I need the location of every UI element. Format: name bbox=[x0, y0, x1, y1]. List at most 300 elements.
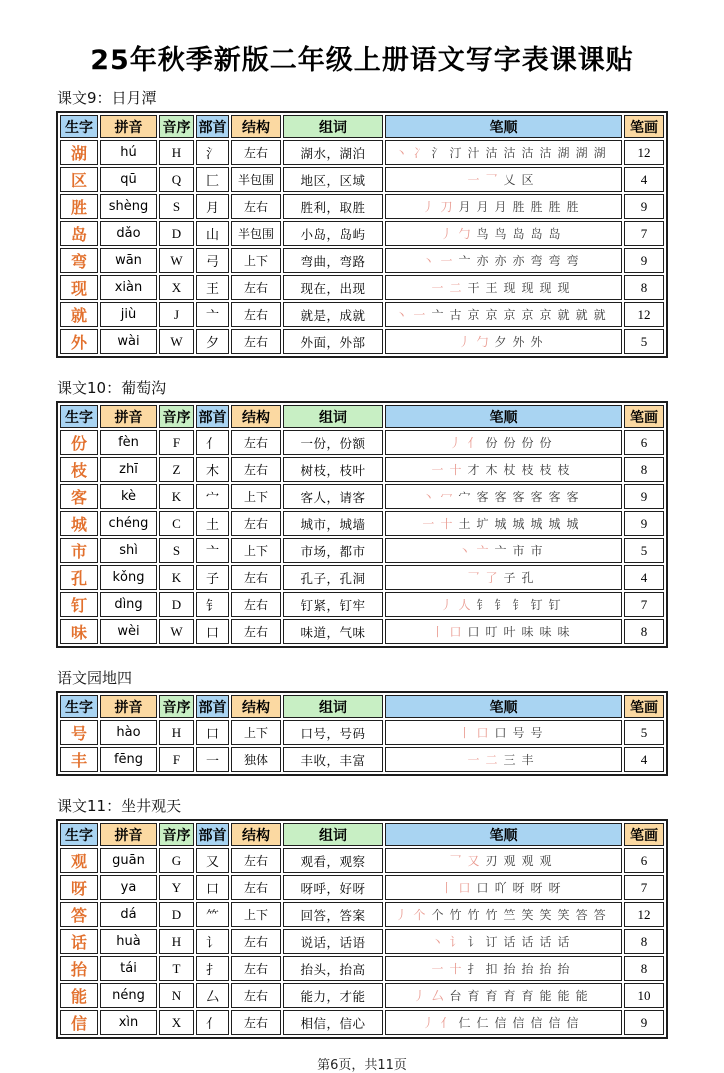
table-row bbox=[60, 221, 664, 246]
initial-cell: F bbox=[159, 430, 194, 455]
stroke-step: 丿 bbox=[422, 200, 435, 214]
vocab-table bbox=[56, 111, 668, 358]
stroke-order-cell bbox=[385, 430, 622, 455]
stroke-step: 一 bbox=[431, 281, 444, 295]
column-header-7: 笔顺 bbox=[385, 405, 622, 428]
column-header-4: 部首 bbox=[196, 115, 229, 138]
stroke-step: 人 bbox=[458, 598, 471, 612]
char-cell: 抬 bbox=[60, 956, 98, 981]
stroke-step: 乛 bbox=[449, 854, 462, 868]
char-cell: 就 bbox=[60, 302, 98, 327]
radical-cell: 夕 bbox=[196, 329, 229, 354]
words-cell: 能力，才能 bbox=[283, 983, 383, 1008]
table-row bbox=[60, 565, 664, 590]
pinyin-cell: wèi bbox=[100, 619, 157, 644]
stroke-step: 味 bbox=[521, 625, 534, 639]
char-cell: 弯 bbox=[60, 248, 98, 273]
stroke-count-cell: 5 bbox=[624, 329, 664, 354]
stroke-step: 又 bbox=[467, 854, 480, 868]
stroke-step: 丶 bbox=[395, 308, 408, 322]
vocab-table bbox=[56, 819, 668, 1039]
stroke-step: 客 bbox=[494, 490, 507, 504]
char-cell: 号 bbox=[60, 720, 98, 745]
initial-cell: D bbox=[159, 902, 194, 927]
stroke-order-cell bbox=[385, 1010, 622, 1035]
initial-cell: F bbox=[159, 747, 194, 772]
section-title: 课文11：坐井观天 bbox=[57, 797, 182, 815]
column-header-1: 生字 bbox=[60, 695, 98, 718]
stroke-step: 话 bbox=[557, 935, 570, 949]
words-cell: 地区，区域 bbox=[283, 167, 383, 192]
stroke-count-cell: 6 bbox=[624, 848, 664, 873]
stroke-step: 鸟 bbox=[494, 227, 507, 241]
stroke-step: 信 bbox=[566, 1016, 579, 1030]
stroke-order-cell bbox=[385, 457, 622, 482]
page-title: 25年秋季新版二年级上册语文写字表课课贴 bbox=[90, 45, 634, 76]
stroke-step: 现 bbox=[521, 281, 534, 295]
table-row bbox=[60, 720, 664, 745]
table-row bbox=[60, 875, 664, 900]
stroke-step: 观 bbox=[521, 854, 534, 868]
words-cell: 就是，成就 bbox=[283, 302, 383, 327]
char-cell: 湖 bbox=[60, 140, 98, 165]
column-header-5: 结构 bbox=[231, 405, 281, 428]
stroke-order-cell bbox=[385, 484, 622, 509]
char-cell: 丰 bbox=[60, 747, 98, 772]
pinyin-cell: ya bbox=[100, 875, 157, 900]
stroke-order-cell bbox=[385, 194, 622, 219]
stroke-step: 讠 bbox=[449, 935, 462, 949]
column-header-6: 组词 bbox=[283, 823, 383, 846]
header-row bbox=[60, 115, 664, 138]
stroke-step: 亠 bbox=[476, 544, 489, 558]
column-header-8: 笔画 bbox=[624, 405, 664, 428]
radical-cell: 口 bbox=[196, 875, 229, 900]
stroke-count-cell: 9 bbox=[624, 194, 664, 219]
table-row bbox=[60, 140, 664, 165]
stroke-step: 信 bbox=[494, 1016, 507, 1030]
stroke-step: 叮 bbox=[485, 625, 498, 639]
stroke-step: 个 bbox=[413, 908, 426, 922]
stroke-step: 丨 bbox=[458, 726, 471, 740]
stroke-step: 扣 bbox=[485, 962, 498, 976]
stroke-step: 丶 bbox=[422, 490, 435, 504]
initial-cell: Y bbox=[159, 875, 194, 900]
initial-cell: S bbox=[159, 194, 194, 219]
pinyin-cell: guān bbox=[100, 848, 157, 873]
stroke-step: 十 bbox=[449, 463, 462, 477]
header-row bbox=[60, 405, 664, 428]
stroke-step: 胜 bbox=[566, 200, 579, 214]
stroke-count-cell: 9 bbox=[624, 484, 664, 509]
radical-cell: 土 bbox=[196, 511, 229, 536]
stroke-order-cell bbox=[385, 248, 622, 273]
stroke-step: 市 bbox=[512, 544, 525, 558]
radical-cell: 口 bbox=[196, 720, 229, 745]
radical-cell: 山 bbox=[196, 221, 229, 246]
pinyin-cell: shèng bbox=[100, 194, 157, 219]
stroke-step: 乛 bbox=[485, 173, 498, 187]
structure-cell: 上下 bbox=[231, 248, 281, 273]
stroke-step: 一 bbox=[467, 173, 480, 187]
stroke-step: 就 bbox=[575, 308, 588, 322]
words-cell: 说话，话语 bbox=[283, 929, 383, 954]
char-cell: 份 bbox=[60, 430, 98, 455]
char-cell: 市 bbox=[60, 538, 98, 563]
stroke-step: 乂 bbox=[503, 173, 516, 187]
stroke-step: 份 bbox=[521, 436, 534, 450]
stroke-step: 丶 bbox=[422, 254, 435, 268]
initial-cell: W bbox=[159, 619, 194, 644]
initial-cell: D bbox=[159, 221, 194, 246]
pinyin-cell: xìn bbox=[100, 1010, 157, 1035]
stroke-step: 一 bbox=[467, 753, 480, 767]
structure-cell: 半包围 bbox=[231, 221, 281, 246]
stroke-step: 二 bbox=[449, 281, 462, 295]
stroke-step: 丶 bbox=[458, 544, 471, 558]
table-row bbox=[60, 484, 664, 509]
initial-cell: T bbox=[159, 956, 194, 981]
column-header-2: 拼音 bbox=[100, 695, 157, 718]
table-row bbox=[60, 329, 664, 354]
stroke-step: 弯 bbox=[548, 254, 561, 268]
structure-cell: 左右 bbox=[231, 511, 281, 536]
pinyin-cell: fēng bbox=[100, 747, 157, 772]
stroke-step: 能 bbox=[539, 989, 552, 1003]
structure-cell: 左右 bbox=[231, 875, 281, 900]
stroke-step: 笑 bbox=[539, 908, 552, 922]
table-row bbox=[60, 538, 664, 563]
stroke-step: 汁 bbox=[467, 146, 480, 160]
structure-cell: 左右 bbox=[231, 848, 281, 873]
initial-cell: C bbox=[159, 511, 194, 536]
stroke-step: 信 bbox=[548, 1016, 561, 1030]
stroke-step: 竹 bbox=[467, 908, 480, 922]
stroke-step: 抬 bbox=[539, 962, 552, 976]
radical-cell: 月 bbox=[196, 194, 229, 219]
initial-cell: D bbox=[159, 592, 194, 617]
initial-cell: X bbox=[159, 275, 194, 300]
pinyin-cell: chéng bbox=[100, 511, 157, 536]
stroke-step: 城 bbox=[512, 517, 525, 531]
radical-cell: ⺮ bbox=[196, 902, 229, 927]
stroke-count-cell: 8 bbox=[624, 619, 664, 644]
stroke-step: 木 bbox=[485, 463, 498, 477]
char-cell: 话 bbox=[60, 929, 98, 954]
stroke-step: 订 bbox=[485, 935, 498, 949]
stroke-step: 味 bbox=[539, 625, 552, 639]
table-row bbox=[60, 302, 664, 327]
pinyin-cell: kè bbox=[100, 484, 157, 509]
stroke-step: 枝 bbox=[557, 463, 570, 477]
stroke-step: 丿 bbox=[440, 227, 453, 241]
structure-cell: 独体 bbox=[231, 747, 281, 772]
initial-cell: H bbox=[159, 929, 194, 954]
stroke-count-cell: 10 bbox=[624, 983, 664, 1008]
stroke-step: 勹 bbox=[458, 227, 471, 241]
stroke-step: 京 bbox=[503, 308, 516, 322]
pinyin-cell: qū bbox=[100, 167, 157, 192]
stroke-order-cell bbox=[385, 221, 622, 246]
words-cell: 孔子，孔洞 bbox=[283, 565, 383, 590]
stroke-step: 市 bbox=[530, 544, 543, 558]
words-cell: 客人，请客 bbox=[283, 484, 383, 509]
column-header-2: 拼音 bbox=[100, 405, 157, 428]
header-row bbox=[60, 823, 664, 846]
stroke-order-cell bbox=[385, 983, 622, 1008]
pinyin-cell: wān bbox=[100, 248, 157, 273]
stroke-count-cell: 12 bbox=[624, 140, 664, 165]
stroke-step: 才 bbox=[467, 463, 480, 477]
stroke-step: 城 bbox=[548, 517, 561, 531]
stroke-step: 现 bbox=[503, 281, 516, 295]
stroke-step: 沽 bbox=[485, 146, 498, 160]
structure-cell: 左右 bbox=[231, 983, 281, 1008]
stroke-step: 月 bbox=[476, 200, 489, 214]
radical-cell: 亻 bbox=[196, 1010, 229, 1035]
stroke-step: 丰 bbox=[521, 753, 534, 767]
table-row bbox=[60, 983, 664, 1008]
pinyin-cell: néng bbox=[100, 983, 157, 1008]
stroke-step: 叶 bbox=[503, 625, 516, 639]
words-cell: 回答，答案 bbox=[283, 902, 383, 927]
stroke-step: 亦 bbox=[476, 254, 489, 268]
column-header-1: 生字 bbox=[60, 823, 98, 846]
column-header-5: 结构 bbox=[231, 823, 281, 846]
stroke-step: 汀 bbox=[449, 146, 462, 160]
stroke-order-cell bbox=[385, 275, 622, 300]
stroke-step: 客 bbox=[566, 490, 579, 504]
words-cell: 钉紧，钉牢 bbox=[283, 592, 383, 617]
stroke-step: 刃 bbox=[485, 854, 498, 868]
header-row bbox=[60, 695, 664, 718]
initial-cell: J bbox=[159, 302, 194, 327]
stroke-step: 呀 bbox=[512, 881, 525, 895]
char-cell: 现 bbox=[60, 275, 98, 300]
words-cell: 胜利，取胜 bbox=[283, 194, 383, 219]
words-cell: 外面，外部 bbox=[283, 329, 383, 354]
structure-cell: 左右 bbox=[231, 1010, 281, 1035]
table-row bbox=[60, 248, 664, 273]
structure-cell: 半包围 bbox=[231, 167, 281, 192]
stroke-order-cell bbox=[385, 720, 622, 745]
char-cell: 岛 bbox=[60, 221, 98, 246]
stroke-step: 岛 bbox=[512, 227, 525, 241]
stroke-step: 仁 bbox=[476, 1016, 489, 1030]
stroke-step: 笑 bbox=[521, 908, 534, 922]
column-header-7: 笔顺 bbox=[385, 823, 622, 846]
stroke-step: 份 bbox=[485, 436, 498, 450]
radical-cell: 又 bbox=[196, 848, 229, 873]
stroke-step: 一 bbox=[440, 254, 453, 268]
char-cell: 答 bbox=[60, 902, 98, 927]
stroke-step: 亠 bbox=[458, 254, 471, 268]
structure-cell: 左右 bbox=[231, 430, 281, 455]
stroke-step: 二 bbox=[485, 753, 498, 767]
pinyin-cell: xiàn bbox=[100, 275, 157, 300]
radical-cell: 木 bbox=[196, 457, 229, 482]
radical-cell: 扌 bbox=[196, 956, 229, 981]
table-row bbox=[60, 457, 664, 482]
stroke-step: 亻 bbox=[467, 436, 480, 450]
structure-cell: 上下 bbox=[231, 902, 281, 927]
column-header-7: 笔顺 bbox=[385, 115, 622, 138]
structure-cell: 左右 bbox=[231, 929, 281, 954]
column-header-2: 拼音 bbox=[100, 115, 157, 138]
stroke-step: 钅 bbox=[512, 598, 525, 612]
initial-cell: Z bbox=[159, 457, 194, 482]
stroke-step: 抬 bbox=[557, 962, 570, 976]
stroke-step: 讠 bbox=[467, 935, 480, 949]
stroke-step: 丿 bbox=[449, 436, 462, 450]
stroke-step: 冖 bbox=[440, 490, 453, 504]
words-cell: 丰收，丰富 bbox=[283, 747, 383, 772]
column-header-5: 结构 bbox=[231, 115, 281, 138]
stroke-step: 一 bbox=[422, 517, 435, 531]
char-cell: 味 bbox=[60, 619, 98, 644]
stroke-step: 勹 bbox=[476, 335, 489, 349]
column-header-5: 结构 bbox=[231, 695, 281, 718]
words-cell: 口号，号码 bbox=[283, 720, 383, 745]
stroke-step: 湖 bbox=[575, 146, 588, 160]
char-cell: 孔 bbox=[60, 565, 98, 590]
vocab-table bbox=[56, 691, 668, 776]
stroke-step: 钅 bbox=[494, 598, 507, 612]
stroke-step: 一 bbox=[413, 308, 426, 322]
table-row bbox=[60, 275, 664, 300]
initial-cell: H bbox=[159, 140, 194, 165]
stroke-step: 号 bbox=[512, 726, 525, 740]
words-cell: 抬头，抬高 bbox=[283, 956, 383, 981]
stroke-step: 抬 bbox=[503, 962, 516, 976]
stroke-step: 份 bbox=[503, 436, 516, 450]
stroke-order-cell bbox=[385, 592, 622, 617]
stroke-step: 亦 bbox=[512, 254, 525, 268]
table-row bbox=[60, 848, 664, 873]
stroke-step: 笑 bbox=[557, 908, 570, 922]
structure-cell: 左右 bbox=[231, 565, 281, 590]
stroke-step: 钉 bbox=[548, 598, 561, 612]
stroke-step: 月 bbox=[494, 200, 507, 214]
stroke-step: 厶 bbox=[431, 989, 444, 1003]
stroke-step: 味 bbox=[557, 625, 570, 639]
stroke-order-cell bbox=[385, 329, 622, 354]
stroke-step: 亠 bbox=[494, 544, 507, 558]
stroke-step: 丿 bbox=[395, 908, 408, 922]
initial-cell: Q bbox=[159, 167, 194, 192]
stroke-step: 钅 bbox=[476, 598, 489, 612]
words-cell: 一份，份额 bbox=[283, 430, 383, 455]
column-header-1: 生字 bbox=[60, 115, 98, 138]
words-cell: 相信，信心 bbox=[283, 1010, 383, 1035]
radical-cell: 王 bbox=[196, 275, 229, 300]
stroke-step: 呀 bbox=[548, 881, 561, 895]
stroke-count-cell: 7 bbox=[624, 221, 664, 246]
stroke-order-cell bbox=[385, 929, 622, 954]
structure-cell: 左右 bbox=[231, 956, 281, 981]
words-cell: 湖水，湖泊 bbox=[283, 140, 383, 165]
stroke-count-cell: 8 bbox=[624, 275, 664, 300]
initial-cell: K bbox=[159, 565, 194, 590]
column-header-2: 拼音 bbox=[100, 823, 157, 846]
stroke-step: 胜 bbox=[530, 200, 543, 214]
stroke-step: 丨 bbox=[440, 881, 453, 895]
stroke-step: 客 bbox=[548, 490, 561, 504]
stroke-step: 口 bbox=[476, 881, 489, 895]
stroke-step: 扌 bbox=[467, 962, 480, 976]
words-cell: 市场，都市 bbox=[283, 538, 383, 563]
char-cell: 呀 bbox=[60, 875, 98, 900]
stroke-order-cell bbox=[385, 875, 622, 900]
stroke-order-cell bbox=[385, 167, 622, 192]
radical-cell: 匚 bbox=[196, 167, 229, 192]
words-cell: 呀呼，好呀 bbox=[283, 875, 383, 900]
stroke-step: 话 bbox=[503, 935, 516, 949]
stroke-step: 氵 bbox=[431, 146, 444, 160]
stroke-order-cell bbox=[385, 747, 622, 772]
pinyin-cell: wài bbox=[100, 329, 157, 354]
stroke-step: 丿 bbox=[422, 1016, 435, 1030]
char-cell: 能 bbox=[60, 983, 98, 1008]
stroke-step: 丶 bbox=[431, 935, 444, 949]
table-row bbox=[60, 194, 664, 219]
stroke-step: 十 bbox=[449, 962, 462, 976]
stroke-step: 抬 bbox=[521, 962, 534, 976]
radical-cell: 亠 bbox=[196, 302, 229, 327]
stroke-count-cell: 6 bbox=[624, 430, 664, 455]
stroke-count-cell: 9 bbox=[624, 1010, 664, 1035]
pinyin-cell: shì bbox=[100, 538, 157, 563]
pinyin-cell: hào bbox=[100, 720, 157, 745]
stroke-step: 城 bbox=[530, 517, 543, 531]
stroke-step: 湖 bbox=[593, 146, 606, 160]
stroke-step: 干 bbox=[467, 281, 480, 295]
structure-cell: 左右 bbox=[231, 592, 281, 617]
stroke-count-cell: 4 bbox=[624, 167, 664, 192]
structure-cell: 左右 bbox=[231, 140, 281, 165]
pinyin-cell: hú bbox=[100, 140, 157, 165]
stroke-count-cell: 8 bbox=[624, 956, 664, 981]
stroke-step: 夕 bbox=[494, 335, 507, 349]
stroke-step: 湖 bbox=[557, 146, 570, 160]
stroke-step: 杖 bbox=[503, 463, 516, 477]
structure-cell: 左右 bbox=[231, 302, 281, 327]
stroke-step: 答 bbox=[593, 908, 606, 922]
stroke-step: 现 bbox=[539, 281, 552, 295]
stroke-step: 口 bbox=[458, 881, 471, 895]
stroke-step: 亻 bbox=[440, 1016, 453, 1030]
column-header-6: 组词 bbox=[283, 115, 383, 138]
stroke-step: 观 bbox=[503, 854, 516, 868]
words-cell: 观看，观察 bbox=[283, 848, 383, 873]
table-row bbox=[60, 1010, 664, 1035]
stroke-step: 城 bbox=[494, 517, 507, 531]
char-cell: 胜 bbox=[60, 194, 98, 219]
pinyin-cell: fèn bbox=[100, 430, 157, 455]
stroke-step: 话 bbox=[539, 935, 552, 949]
stroke-step: 弯 bbox=[566, 254, 579, 268]
structure-cell: 左右 bbox=[231, 619, 281, 644]
stroke-step: 信 bbox=[512, 1016, 525, 1030]
char-cell: 观 bbox=[60, 848, 98, 873]
stroke-order-cell bbox=[385, 848, 622, 873]
column-header-8: 笔画 bbox=[624, 823, 664, 846]
column-header-1: 生字 bbox=[60, 405, 98, 428]
table-row bbox=[60, 956, 664, 981]
stroke-step: 就 bbox=[593, 308, 606, 322]
stroke-step: 号 bbox=[530, 726, 543, 740]
radical-cell: 一 bbox=[196, 747, 229, 772]
